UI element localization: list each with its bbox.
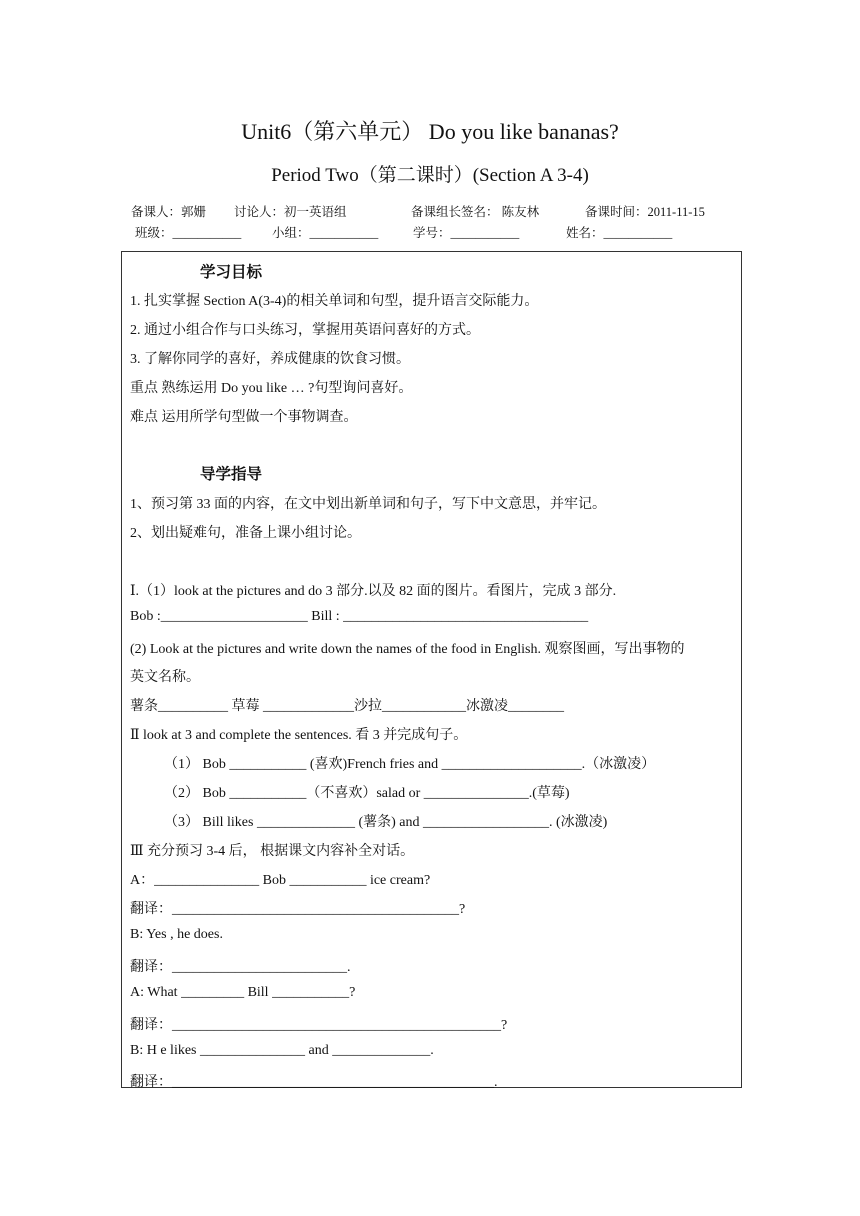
dialogue-line[interactable]: B: H e likes _______________ and ______________. <box>130 1043 434 1058</box>
page-subtitle: Period Two（第二课时）(Section A 3-4) <box>271 165 589 186</box>
objectives-heading: 学习目标 <box>200 263 263 281</box>
field-student-no[interactable]: 学号：___________ <box>413 226 520 240</box>
meta-leader: 备课组长签名： 陈友林 <box>411 205 540 219</box>
part1-answer-blank[interactable]: Bob :_____________________ Bill : ___________________________________ <box>130 609 589 624</box>
part2-sentence[interactable]: （2） Bob ___________（不喜欢）salad or _______________.(草莓) <box>164 786 570 801</box>
part2-sentence[interactable]: （1） Bob ___________ (喜欢)French fries and ____________________.（冰激凌） <box>164 757 656 772</box>
part1-question2-cont: 英文名称。 <box>130 670 200 685</box>
objective-item: 2. 通过小组合作与口头练习，掌握用英语问喜好的方式。 <box>130 323 480 338</box>
page-title: Unit6（第六单元） Do you like bananas? <box>241 119 619 144</box>
dialogue-line[interactable]: 翻译：_________________________________________? <box>130 902 466 917</box>
dialogue-line[interactable]: 翻译：_______________________________________________? <box>130 1018 508 1033</box>
meta-date: 备课时间：2011-11-15 <box>585 205 705 219</box>
meta-preparer: 备课人：郭姗 <box>131 205 207 219</box>
field-name[interactable]: 姓名：___________ <box>566 226 673 240</box>
part1-question2: (2) Look at the pictures and write down the names of the food in English. 观察图画，写出事物的 <box>130 642 685 657</box>
part1-food-blanks[interactable]: 薯条__________ 草莓 _____________沙拉____________冰激凌________ <box>130 699 564 714</box>
guide-item: 2、划出疑难句，准备上课小组讨论。 <box>130 526 361 541</box>
dialogue-line: B: Yes , he does. <box>130 927 223 942</box>
guide-item: 1、预习第 33 面的内容，在文中划出新单词和句子，写下中文意思，并牢记。 <box>130 497 606 512</box>
difficulty: 难点 运用所学句型做一个事物调查。 <box>130 410 358 425</box>
dialogue-line[interactable]: A: What _________ Bill ___________? <box>130 985 356 1000</box>
field-group[interactable]: 小组：___________ <box>272 226 379 240</box>
part1-question1: Ⅰ.（1）look at the pictures and do 3 部分.以及 82 面的图片。看图片，完成 3 部分. <box>130 584 617 599</box>
guide-heading: 导学指导 <box>200 465 263 483</box>
dialogue-line[interactable]: 翻译：_________________________. <box>130 960 351 975</box>
key-point: 重点 熟练运用 Do you like … ?句型询问喜好。 <box>130 381 413 396</box>
part2-sentence[interactable]: （3） Bill likes ______________ (薯条) and __________________. (冰激凌) <box>164 815 608 830</box>
objective-item: 1. 扎实掌握 Section A(3-4)的相关单词和句型，提升语言交际能力。 <box>130 294 539 309</box>
dialogue-line[interactable]: A：_______________ Bob ___________ ice cream? <box>130 873 431 888</box>
objective-item: 3. 了解你同学的喜好，养成健康的饮食习惯。 <box>130 352 410 367</box>
dialogue-line[interactable]: 翻译：______________________________________________. <box>130 1075 498 1090</box>
part3-heading: Ⅲ 充分预习 3-4 后， 根据课文内容补全对话。 <box>130 844 415 859</box>
field-class[interactable]: 班级：___________ <box>135 226 242 240</box>
meta-discussants: 讨论人：初一英语组 <box>234 205 347 219</box>
part2-heading: Ⅱ look at 3 and complete the sentences. 看 3 并完成句子。 <box>130 728 468 743</box>
